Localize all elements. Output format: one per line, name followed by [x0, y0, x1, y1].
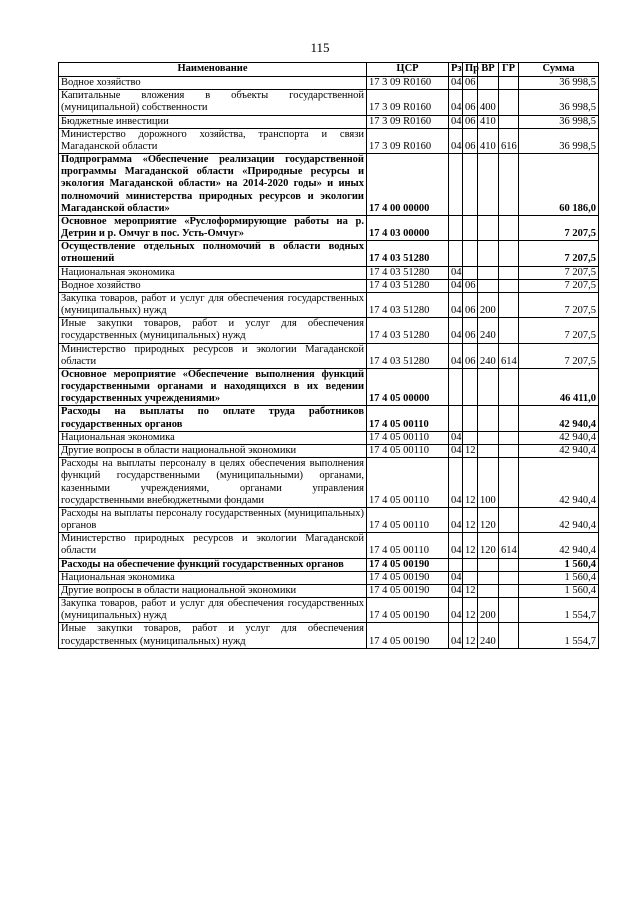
- cell-vr: [478, 558, 499, 571]
- cell-csr: 17 4 05 00190: [367, 584, 449, 597]
- cell-rz: 04: [449, 533, 463, 558]
- cell-gr: [499, 154, 519, 216]
- cell-gr: [499, 215, 519, 240]
- header-rz: Рз: [449, 63, 463, 77]
- table-row: [59, 318, 599, 343]
- cell-vr: [478, 266, 499, 279]
- cell-name: Водное хозяйство: [59, 77, 367, 90]
- cell-sum: 1 560,4: [519, 584, 599, 597]
- cell-sum: 1 554,7: [519, 598, 599, 623]
- cell-name: Национальная экономика: [59, 571, 367, 584]
- cell-gr: [499, 368, 519, 406]
- cell-name: Основное мероприятие «Руслоформирующие работы на р. Детрин и р. Омчуг в пос. Усть-Омчуг»: [59, 215, 367, 240]
- cell-pr: 12: [463, 533, 478, 558]
- cell-rz: [449, 406, 463, 431]
- cell-pr: 06: [463, 115, 478, 128]
- table-row: [59, 507, 599, 532]
- cell-csr: 17 4 05 00190: [367, 571, 449, 584]
- cell-csr: 17 4 05 00190: [367, 623, 449, 648]
- table-row: [59, 115, 599, 128]
- cell-name: Закупка товаров, работ и услуг для обеспечения государственных (муниципальных) нужд: [59, 292, 367, 317]
- cell-vr: 120: [478, 507, 499, 532]
- cell-gr: [499, 571, 519, 584]
- cell-gr: [499, 318, 519, 343]
- cell-rz: 04: [449, 77, 463, 90]
- cell-csr: 17 4 00 00000: [367, 154, 449, 216]
- cell-gr: [499, 279, 519, 292]
- cell-sum: 7 207,5: [519, 241, 599, 266]
- cell-pr: [463, 406, 478, 431]
- cell-name: Водное хозяйство: [59, 279, 367, 292]
- cell-rz: 04: [449, 623, 463, 648]
- cell-gr: [499, 241, 519, 266]
- cell-name: Другие вопросы в области национальной экономики: [59, 584, 367, 597]
- cell-csr: 17 4 03 51280: [367, 343, 449, 368]
- cell-csr: 17 4 05 00110: [367, 444, 449, 457]
- cell-vr: 120: [478, 533, 499, 558]
- table-row: [59, 533, 599, 558]
- cell-vr: [478, 154, 499, 216]
- cell-gr: [499, 431, 519, 444]
- cell-csr: 17 3 09 R0160: [367, 115, 449, 128]
- cell-rz: 04: [449, 571, 463, 584]
- cell-vr: [478, 77, 499, 90]
- cell-gr: [499, 623, 519, 648]
- cell-gr: [499, 584, 519, 597]
- header-vr: ВР: [478, 63, 499, 77]
- cell-name: Национальная экономика: [59, 266, 367, 279]
- cell-gr: 614: [499, 343, 519, 368]
- cell-pr: 12: [463, 458, 478, 508]
- table-row: [59, 571, 599, 584]
- cell-rz: 04: [449, 343, 463, 368]
- cell-name: Министерство природных ресурсов и экологии Магаданской области: [59, 533, 367, 558]
- cell-pr: [463, 266, 478, 279]
- cell-rz: 04: [449, 458, 463, 508]
- cell-vr: 240: [478, 318, 499, 343]
- cell-vr: 410: [478, 115, 499, 128]
- cell-rz: [449, 241, 463, 266]
- cell-pr: 06: [463, 77, 478, 90]
- table-row: [59, 215, 599, 240]
- table-header-row: [59, 63, 599, 77]
- cell-name: Расходы на выплаты по оплате труда работников государственных органов: [59, 406, 367, 431]
- cell-sum: 36 998,5: [519, 77, 599, 90]
- cell-pr: 06: [463, 128, 478, 153]
- cell-sum: 7 207,5: [519, 279, 599, 292]
- table-row: [59, 431, 599, 444]
- cell-rz: 04: [449, 266, 463, 279]
- cell-name: Иные закупки товаров, работ и услуг для обеспечения государственных (муниципальных) нужд: [59, 318, 367, 343]
- cell-pr: [463, 558, 478, 571]
- cell-name: Иные закупки товаров, работ и услуг для обеспечения государственных (муниципальных) нужд: [59, 623, 367, 648]
- cell-name: Министерство природных ресурсов и экологии Магаданской области: [59, 343, 367, 368]
- cell-csr: 17 3 09 R0160: [367, 77, 449, 90]
- table-row: [59, 154, 599, 216]
- cell-pr: 06: [463, 90, 478, 115]
- cell-gr: [499, 458, 519, 508]
- cell-name: Закупка товаров, работ и услуг для обеспечения государственных (муниципальных) нужд: [59, 598, 367, 623]
- cell-gr: [499, 507, 519, 532]
- cell-gr: [499, 558, 519, 571]
- cell-sum: 1 560,4: [519, 558, 599, 571]
- page-number: 115: [310, 40, 330, 55]
- cell-sum: 36 998,5: [519, 115, 599, 128]
- budget-table: [58, 62, 599, 649]
- cell-vr: 200: [478, 598, 499, 623]
- cell-vr: 200: [478, 292, 499, 317]
- cell-rz: 04: [449, 584, 463, 597]
- table-row: [59, 368, 599, 406]
- cell-vr: [478, 368, 499, 406]
- header-sum: Сумма: [519, 63, 599, 77]
- cell-pr: 06: [463, 343, 478, 368]
- cell-pr: 12: [463, 623, 478, 648]
- cell-vr: [478, 431, 499, 444]
- cell-sum: 7 207,5: [519, 292, 599, 317]
- cell-sum: 42 940,4: [519, 507, 599, 532]
- cell-csr: 17 4 05 00110: [367, 458, 449, 508]
- cell-name: Подпрограмма «Обеспечение реализации государственной программы Магаданской области «Природные ресурсы и экология Магаданской области» на 2014-2020 годы» и иных полномочий министерства природных ресурсов и экологии Магаданской области»: [59, 154, 367, 216]
- cell-vr: 400: [478, 90, 499, 115]
- cell-rz: 04: [449, 444, 463, 457]
- cell-csr: 17 4 03 51280: [367, 292, 449, 317]
- cell-name: Национальная экономика: [59, 431, 367, 444]
- table-row: [59, 623, 599, 648]
- table-row: [59, 279, 599, 292]
- cell-vr: [478, 215, 499, 240]
- cell-csr: 17 4 03 51280: [367, 266, 449, 279]
- cell-sum: 42 940,4: [519, 431, 599, 444]
- header-name: Наименование: [59, 63, 367, 77]
- cell-name: Расходы на обеспечение функций государственных органов: [59, 558, 367, 571]
- cell-pr: 06: [463, 318, 478, 343]
- cell-rz: 04: [449, 431, 463, 444]
- cell-vr: [478, 584, 499, 597]
- cell-sum: 60 186,0: [519, 154, 599, 216]
- cell-csr: 17 4 05 00110: [367, 406, 449, 431]
- cell-rz: 04: [449, 279, 463, 292]
- cell-vr: 410: [478, 128, 499, 153]
- cell-name: Министерство дорожного хозяйства, транспорта и связи Магаданской области: [59, 128, 367, 153]
- cell-pr: 12: [463, 507, 478, 532]
- cell-sum: 36 998,5: [519, 128, 599, 153]
- cell-pr: 12: [463, 584, 478, 597]
- cell-pr: [463, 571, 478, 584]
- cell-gr: [499, 115, 519, 128]
- cell-rz: 04: [449, 90, 463, 115]
- cell-pr: 06: [463, 292, 478, 317]
- cell-gr: 614: [499, 533, 519, 558]
- table-row: [59, 598, 599, 623]
- cell-csr: 17 4 05 00110: [367, 431, 449, 444]
- cell-vr: [478, 241, 499, 266]
- cell-rz: 04: [449, 507, 463, 532]
- header-csr: ЦСР: [367, 63, 449, 77]
- cell-gr: [499, 266, 519, 279]
- cell-vr: 100: [478, 458, 499, 508]
- cell-gr: [499, 77, 519, 90]
- cell-rz: [449, 215, 463, 240]
- cell-csr: 17 3 09 R0160: [367, 128, 449, 153]
- cell-pr: [463, 431, 478, 444]
- cell-sum: 7 207,5: [519, 266, 599, 279]
- cell-pr: 12: [463, 598, 478, 623]
- cell-sum: 1 560,4: [519, 571, 599, 584]
- table-row: [59, 458, 599, 508]
- table-row: [59, 558, 599, 571]
- table-row: [59, 292, 599, 317]
- cell-pr: [463, 215, 478, 240]
- header-pr: Пр: [463, 63, 478, 77]
- cell-gr: [499, 444, 519, 457]
- cell-vr: [478, 444, 499, 457]
- cell-csr: 17 4 05 00190: [367, 598, 449, 623]
- cell-sum: 42 940,4: [519, 444, 599, 457]
- cell-name: Бюджетные инвестиции: [59, 115, 367, 128]
- cell-csr: 17 4 05 00000: [367, 368, 449, 406]
- table-row: [59, 128, 599, 153]
- table-row: [59, 90, 599, 115]
- cell-rz: 04: [449, 115, 463, 128]
- table-row: [59, 266, 599, 279]
- cell-rz: 04: [449, 128, 463, 153]
- cell-vr: [478, 571, 499, 584]
- cell-vr: 240: [478, 623, 499, 648]
- cell-csr: 17 4 03 51280: [367, 279, 449, 292]
- cell-gr: [499, 90, 519, 115]
- cell-name: Расходы на выплаты персоналу в целях обеспечения выполнения функций государственными (муниципальными) органами, казенными учреждениями, органами управления государственными внебюджетными фондами: [59, 458, 367, 508]
- cell-sum: 1 554,7: [519, 623, 599, 648]
- cell-gr: [499, 292, 519, 317]
- cell-csr: 17 4 05 00110: [367, 533, 449, 558]
- cell-csr: 17 4 03 51280: [367, 241, 449, 266]
- cell-rz: 04: [449, 598, 463, 623]
- cell-pr: 06: [463, 279, 478, 292]
- cell-rz: [449, 154, 463, 216]
- cell-csr: 17 4 03 51280: [367, 318, 449, 343]
- table-row: [59, 444, 599, 457]
- cell-rz: [449, 558, 463, 571]
- cell-sum: 42 940,4: [519, 533, 599, 558]
- cell-gr: [499, 406, 519, 431]
- cell-csr: 17 4 03 00000: [367, 215, 449, 240]
- cell-csr: 17 4 05 00110: [367, 507, 449, 532]
- cell-sum: 7 207,5: [519, 318, 599, 343]
- table-row: [59, 241, 599, 266]
- cell-csr: 17 3 09 R0160: [367, 90, 449, 115]
- cell-name: Другие вопросы в области национальной экономики: [59, 444, 367, 457]
- table-row: [59, 584, 599, 597]
- cell-name: Расходы на выплаты персоналу государственных (муниципальных) органов: [59, 507, 367, 532]
- cell-rz: [449, 368, 463, 406]
- table-row: [59, 77, 599, 90]
- cell-gr: [499, 598, 519, 623]
- cell-pr: [463, 368, 478, 406]
- cell-sum: 42 940,4: [519, 406, 599, 431]
- cell-vr: [478, 406, 499, 431]
- cell-pr: [463, 241, 478, 266]
- cell-rz: 04: [449, 292, 463, 317]
- cell-rz: 04: [449, 318, 463, 343]
- cell-csr: 17 4 05 00190: [367, 558, 449, 571]
- cell-sum: 46 411,0: [519, 368, 599, 406]
- cell-sum: 36 998,5: [519, 90, 599, 115]
- cell-pr: 12: [463, 444, 478, 457]
- header-gr: ГР: [499, 63, 519, 77]
- table-row: [59, 343, 599, 368]
- cell-name: Основное мероприятие «Обеспечение выполнения функций государственными органами и находящихся в их ведении государственных учреждениями»: [59, 368, 367, 406]
- table-row: [59, 406, 599, 431]
- cell-sum: 42 940,4: [519, 458, 599, 508]
- cell-pr: [463, 154, 478, 216]
- cell-vr: [478, 279, 499, 292]
- cell-name: Осуществление отдельных полномочий в области водных отношений: [59, 241, 367, 266]
- cell-vr: 240: [478, 343, 499, 368]
- cell-sum: 7 207,5: [519, 215, 599, 240]
- table-body: [59, 77, 599, 649]
- cell-sum: 7 207,5: [519, 343, 599, 368]
- cell-gr: 616: [499, 128, 519, 153]
- cell-name: Капитальные вложения в объекты государственной (муниципальной) собственности: [59, 90, 367, 115]
